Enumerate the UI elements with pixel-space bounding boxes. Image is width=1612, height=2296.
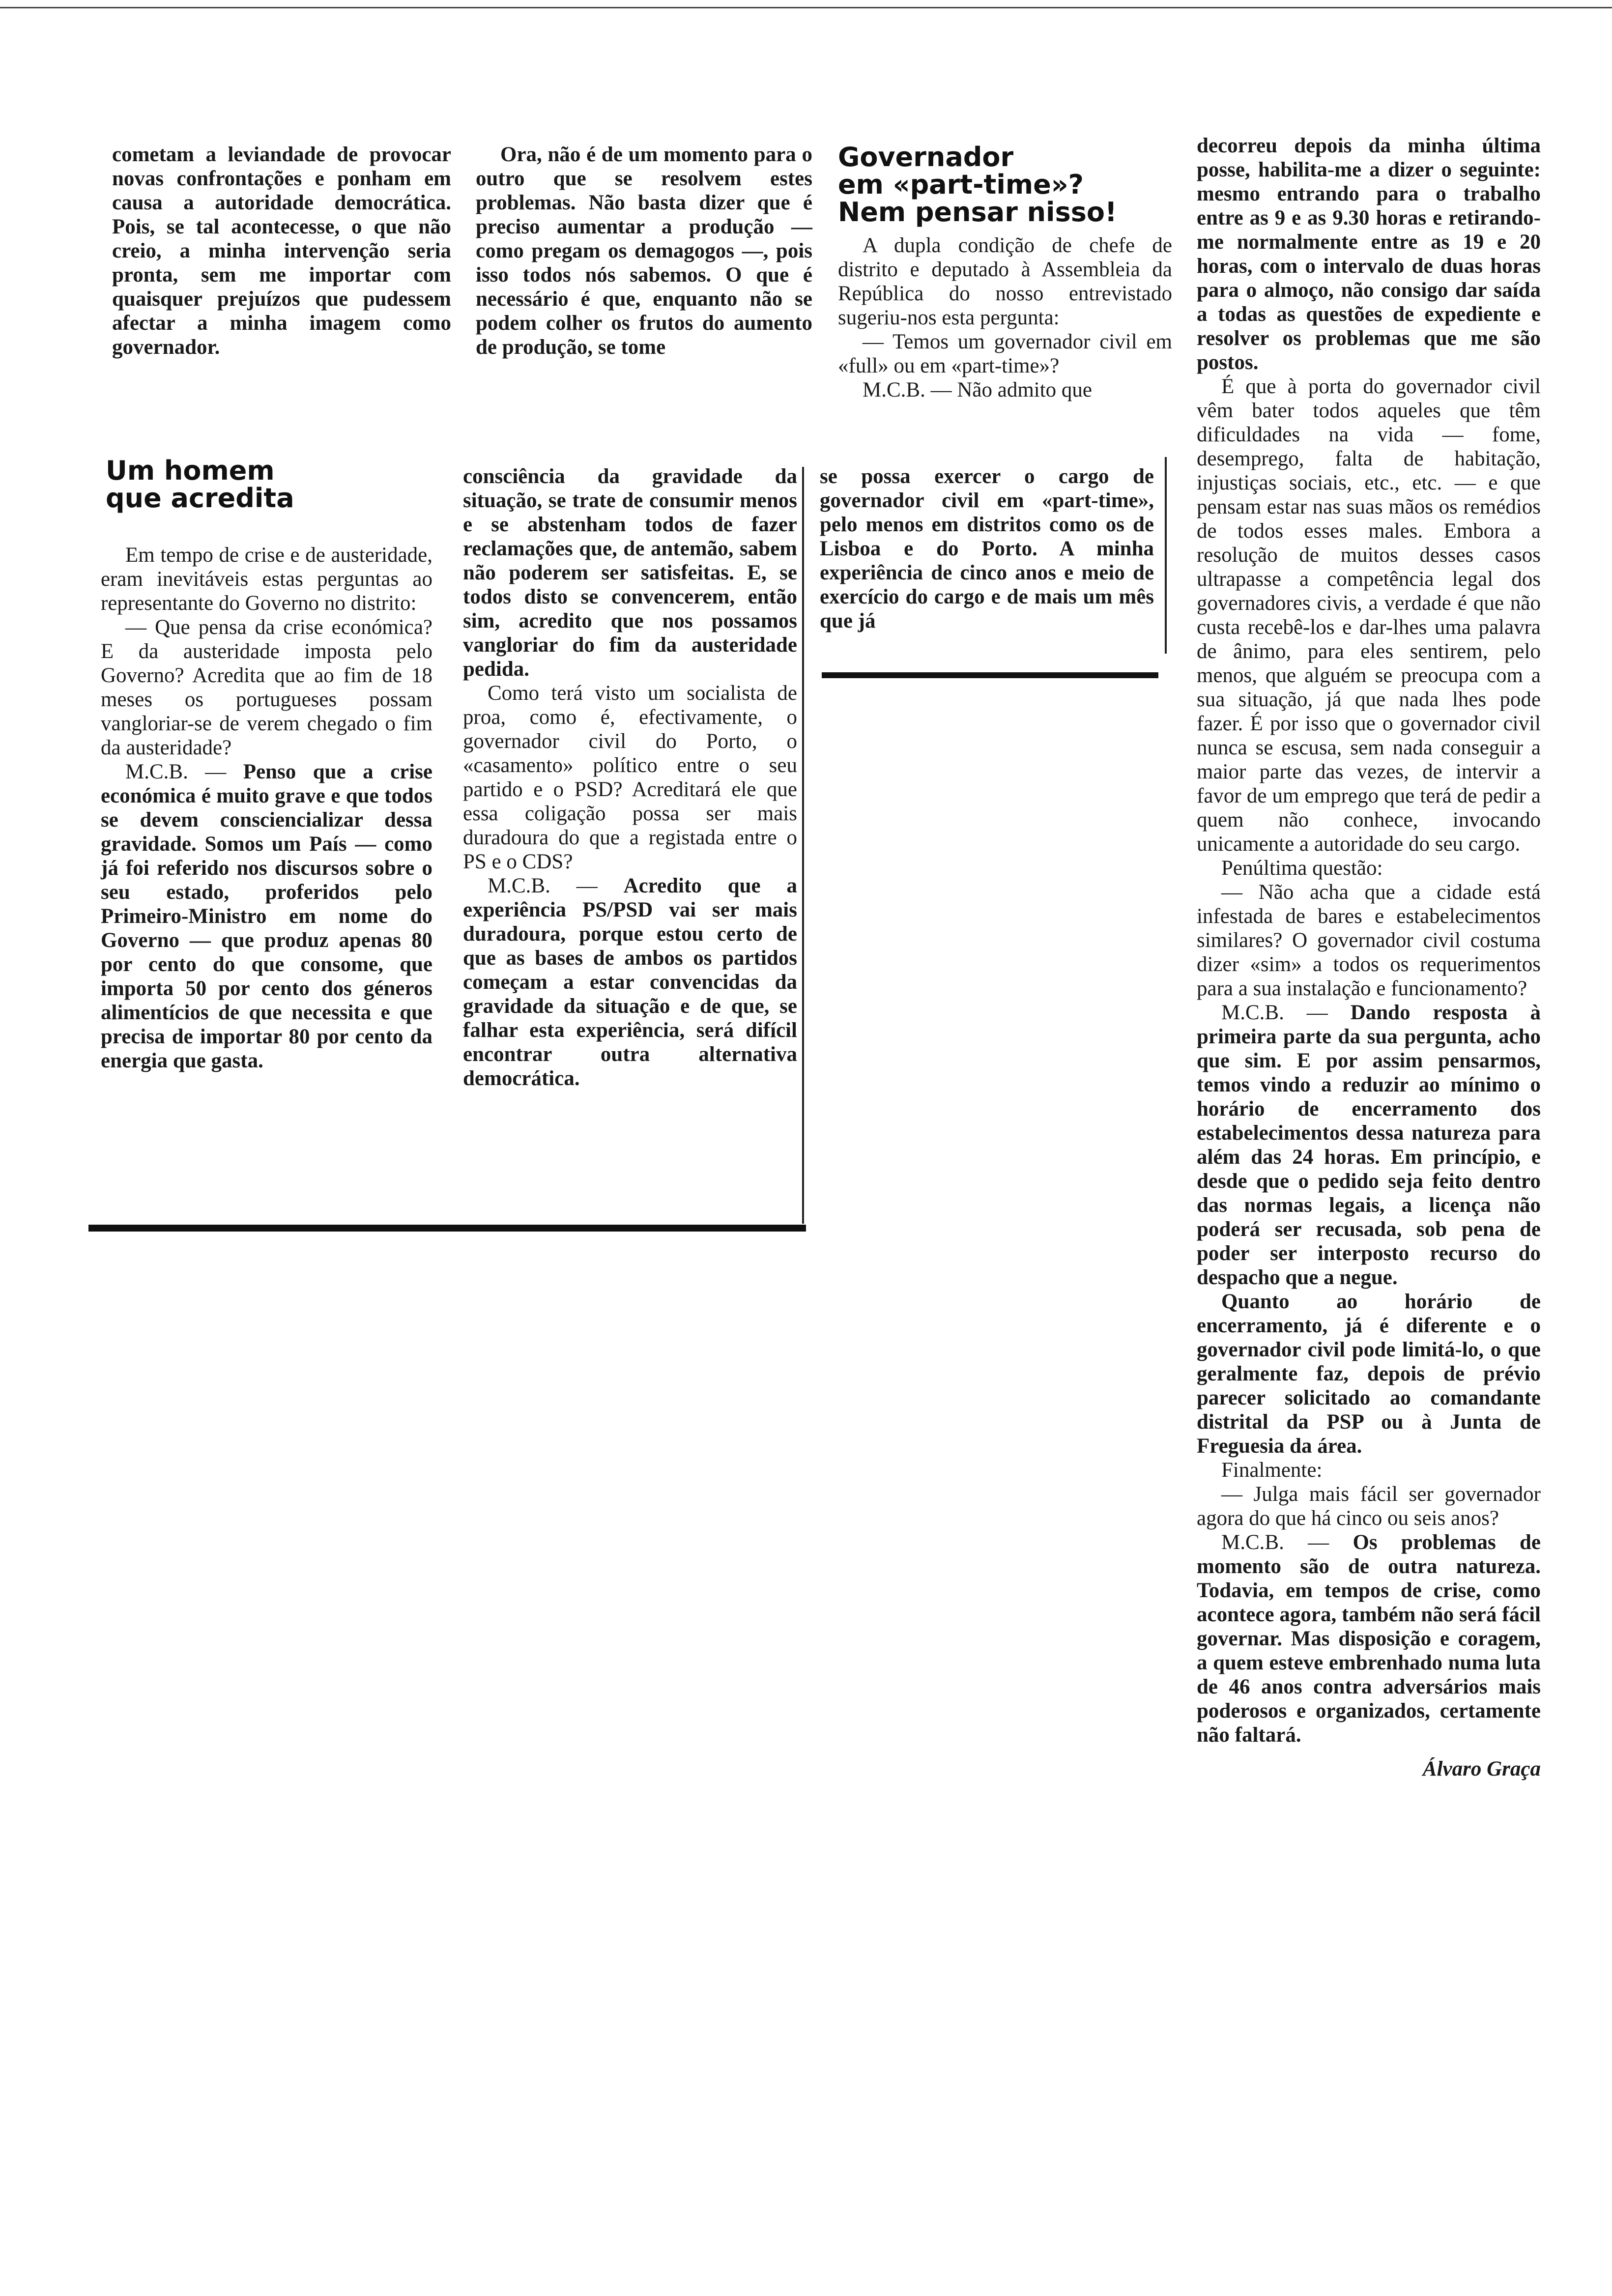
article-bottom-rule — [88, 1225, 806, 1232]
paragraph: A dupla condição de chefe de distrito e deputado à Assembleia da República do nosso entrevistado sugeriu-nos esta pergunta: — [838, 234, 1172, 329]
column-4 — [1197, 134, 1541, 1781]
column-3-continued — [820, 464, 1154, 633]
paragraph: Ora, não é de um momento para o outro que se resolvem estes problemas. Não basta dizer que é preciso aumentar a produção — como pregam os demagogos —, pois isso todos nós sabemos. O que é necessário é que, enquanto não se podem colher os frutos do aumento de produção, se tome — [476, 143, 812, 359]
paragraph: M.C.B. — Os problemas de momento são de outra natureza. Todavia, em tempos de crise, como acontece agora, também não será fácil governar. Mas disposição e coragem, a quem esteve embrenhado numa luta de 46 anos contra adversários mais poderosos e organizados, certamente não faltará. — [1197, 1531, 1541, 1747]
paragraph: M.C.B. — Acredito que a experiência PS/PSD vai ser mais duradoura, porque estou certo de que as bases de ambos os partidos começam a estar convencidas da gravidade da situação e de que, se falhar esta experiência, será difícil encontrar outra alternativa democrática. — [463, 874, 797, 1090]
paragraph: — Não acha que a cidade está infestada de bares e estabelecimentos similares? O governador civil costuma dizer «sim» a todos os requerimentos para a sua instalação e funcionamento? — [1197, 881, 1541, 1000]
author-signature: Álvaro Graça — [1422, 1757, 1541, 1780]
section-end-rule — [822, 672, 1158, 678]
column-2-lower — [463, 464, 797, 1091]
paragraph: Como terá visto um socialista de proa, como é, efectivamente, o governador civil do Porto, o «casamento» político entre o seu partido e o PSD? Acreditará ele que essa coligação possa ser mais duradoura do que a registada entre o PS e o CDS? — [463, 682, 797, 873]
paragraph: Penúltima questão: — [1221, 857, 1383, 880]
paragraph: consciência da gravidade da situação, se trate de consumir menos e se abstenham todos de fazer reclamações que, de antemão, sabem não poderem ser satisfeitas. E, se todos disto se convencerem, então sim, acredito que nos possamos vangloriar do fim da austeridade pedida. — [463, 465, 797, 681]
column-2-top — [476, 143, 812, 359]
paragraph: É que à porta do governador civil vêm bater todos aqueles que têm dificuldades na vida — fome, desemprego, falta de habitação, injustiças sociais, etc., etc. — e que pensam estar nas suas mãos os remédios de todos esses males. Embora a resolução de muitos desses casos ultrapasse a competência legal dos governadores civis, a verdade é que não custa recebê-los e dar-lhes uma palavra de ânimo, para eles sentirem, pelo menos, que alguém se preocupa com a sua situação, já que nada lhes pode fazer. É por isso que o governador civil nunca se escusa, sem nada conseguir a maior parte das vezes, de intervir a favor de um emprego que terá de pedir a quem não conhece, invocando unicamente a autoridade do seu cargo. — [1197, 375, 1541, 856]
paragraph: decorreu depois da minha última posse, habilita-me a dizer o seguinte: mesmo entrando para o trabalho entre as 9 e as 9.30 horas e retirando-me normalmente entre as 19 e 20 horas, com o intervalo de duas horas para o almoço, não consigo dar saída a todas as questões de expediente e resolver os problemas que me são postos. — [1197, 134, 1541, 374]
paragraph: M.C.B. — Penso que a crise económica é muito grave e que todos se devem consciencializar dessa gravidade. Somos um País — como já foi referido nos discursos sobre o seu estado, proferidos pelo Primeiro-Ministro em nome do Governo — que produz apenas 80 por cento do que consome, que importa 50 por cento dos géneros alimentícios de que necessita e que precisa de importar 80 por cento da energia que gasta. — [101, 760, 433, 1072]
paragraph: se possa exercer o cargo de governador civil em «part-time», pelo menos em distritos como os de Lisboa e do Porto. A minha experiência de cinco anos e meio de exercício do cargo e de mais um mês que já — [820, 465, 1154, 632]
paragraph: Finalmente: — [1221, 1459, 1323, 1482]
paragraph: — Que pensa da crise económica? E da austeridade imposta pelo Governo? Acredita que ao fim de 18 meses os portugueses possam vangloriar-se de verem chegado o fim da austeridade? — [101, 616, 432, 759]
column-divider — [802, 467, 804, 1224]
column-divider — [1165, 457, 1167, 654]
paragraph: Quanto ao horário de encerramento, já é diferente e o governador civil pode limitá-lo, o que geralmente faz, depois de prévio parecer solicitado ao comandante distrital da PSP ou à Junta de Freguesia da área. — [1197, 1290, 1541, 1458]
paragraph: — Temos um governador civil em «full» ou em «part-time»? — [838, 330, 1172, 377]
column-1-lower — [101, 543, 432, 1073]
paragraph: M.C.B. — Dando resposta à primeira parte da sua pergunta, acho que sim. E por assim pensarmos, temos vindo a reduzir ao mínimo o horário de encerramento dos estabelecimentos dessa natureza para além das 24 horas. Em princípio, e desde que o pedido seja feito dentro das normas legais, a licença não poderá ser recusada, sob pena de poder ser interposto recurso do despacho que a negue. — [1197, 1001, 1541, 1289]
column-3-top — [838, 233, 1172, 402]
paragraph: M.C.B. — Não admito que — [863, 378, 1093, 402]
paragraph: — Julga mais fácil ser governador agora do que há cinco ou seis anos? — [1197, 1483, 1541, 1530]
paragraph: cometam a leviandade de provocar novas confrontações e ponham em causa a autoridade democrática. Pois, se tal acontecesse, o que não creio, a minha intervenção seria pronta, sem me importar com quaisquer prejuízos que pudessem afectar a minha imagem como governador. — [112, 143, 451, 359]
section-heading-um-homem: Um homem que acredita — [106, 455, 294, 514]
page-top-rule — [0, 7, 1612, 8]
section-heading-governador: Governador em «part-time»? Nem pensar nisso! — [838, 142, 1117, 228]
paragraph: Em tempo de crise e de austeridade, eram inevitáveis estas perguntas ao representante do Governo no distrito: — [101, 544, 432, 615]
column-1-top — [112, 143, 451, 359]
